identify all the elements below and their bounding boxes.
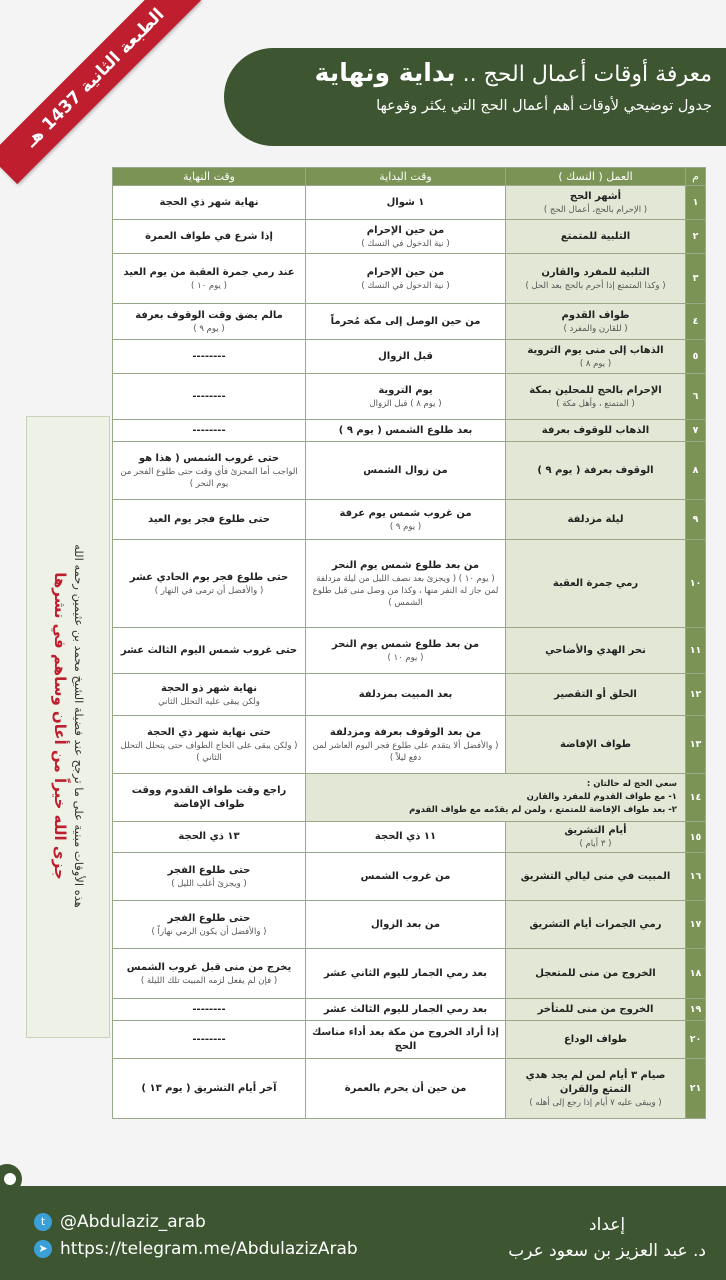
table-row bbox=[113, 220, 706, 254]
table-row bbox=[113, 1059, 706, 1119]
action-cell-sub: ( الإحرام بالحج، أعمال الحج ) bbox=[543, 204, 648, 215]
end-time-cell-sub: ( فإن لم يفعل لزمه المبيت تلك الليلة ) bbox=[140, 975, 278, 986]
action-cell bbox=[506, 628, 686, 674]
row-number: ٢٠ bbox=[686, 1021, 706, 1059]
end-time-cell-main: راجع وقت طواف القدوم ووقت طواف الإفاضة bbox=[131, 784, 287, 810]
start-time-cell bbox=[306, 442, 506, 500]
row-number: ١٨ bbox=[686, 949, 706, 999]
column-header-number: م bbox=[686, 168, 706, 186]
end-time-cell-sub: ولكن يبقى عليه التحلل الثاني bbox=[158, 696, 260, 707]
start-time-cell bbox=[306, 186, 506, 220]
start-time-cell-main: من حين الإحرام bbox=[366, 266, 445, 278]
action-cell bbox=[506, 1059, 686, 1119]
action-cell-main: طواف القدوم bbox=[561, 309, 630, 321]
end-time-cell-main: -------- bbox=[192, 1033, 226, 1045]
action-cell-main: المبيت في منى ليالي التشريق bbox=[520, 870, 671, 882]
page-title: معرفة أوقات أعمال الحج .. بداية ونهاية bbox=[314, 58, 712, 87]
action-cell bbox=[506, 220, 686, 254]
table-row bbox=[113, 716, 706, 774]
start-time-cell bbox=[306, 374, 506, 420]
action-cell-main: رمي الجمرات أيام التشريق bbox=[529, 918, 662, 930]
start-time-cell-sub: ( يوم ١٠ ) ( ويجزئ بعد نصف الليل من ليلة مزدلفة لمن جاز له النفر منها ، وكذا من وصل منى قبل طلوع الشمس ) bbox=[312, 573, 499, 608]
action-cell-sub: ( ٣ أيام ) bbox=[579, 839, 612, 849]
end-time-cell bbox=[113, 822, 306, 853]
side-thanks-text: جزى الله خيراً من أعان وساهم في نشرها bbox=[51, 572, 69, 880]
row-number: ١٧ bbox=[686, 901, 706, 949]
author-name: د. عبد العزيز بن سعود عرب bbox=[508, 1241, 706, 1261]
twitter-handle: @Abdulaziz_arab bbox=[60, 1212, 206, 1232]
table-row bbox=[113, 442, 706, 500]
end-time-cell-main: نهاية شهر ذي الحجة bbox=[159, 196, 259, 208]
start-time-cell bbox=[306, 220, 506, 254]
start-time-cell-main: بعد رمي الجمار لليوم الثاني عشر bbox=[324, 967, 487, 979]
author-block bbox=[508, 1212, 706, 1264]
start-time-cell-main: من حين الوصل إلى مكة مُحرماً bbox=[330, 315, 481, 327]
start-time-cell bbox=[306, 716, 506, 774]
start-time-cell-main: من بعد طلوع شمس يوم النحر bbox=[331, 559, 480, 571]
end-time-cell-main: يخرج من منى قبل غروب الشمس bbox=[126, 961, 292, 973]
row-number: ١ bbox=[686, 186, 706, 220]
end-time-cell-main: آخر أيام التشريق ( يوم ١٣ ) bbox=[141, 1082, 277, 1094]
table-row bbox=[113, 901, 706, 949]
table-row bbox=[113, 374, 706, 420]
end-time-cell bbox=[113, 254, 306, 304]
side-note bbox=[47, 416, 87, 1036]
end-time-cell-main: مالم يضق وقت الوقوف بعرفة bbox=[135, 309, 283, 321]
end-time-cell bbox=[113, 304, 306, 340]
action-cell-main: رمي جمرة العقبة bbox=[552, 577, 639, 589]
row-number: ٧ bbox=[686, 420, 706, 442]
action-cell bbox=[506, 442, 686, 500]
telegram-contact[interactable] bbox=[34, 1238, 358, 1260]
table-row bbox=[113, 999, 706, 1021]
action-cell-sub: ( للقارن والمفرد ) bbox=[563, 323, 628, 334]
row-number: ٤ bbox=[686, 304, 706, 340]
action-cell-main: التلبية للمتمتع bbox=[560, 230, 631, 242]
action-cell-main: أشهر الحج bbox=[569, 190, 622, 202]
row-number: ٢ bbox=[686, 220, 706, 254]
prepared-label: إعداد bbox=[589, 1215, 626, 1235]
end-time-cell bbox=[113, 949, 306, 999]
row-number: ١٠ bbox=[686, 540, 706, 628]
start-time-cell bbox=[306, 304, 506, 340]
table-row bbox=[113, 674, 706, 716]
start-time-cell-main: بعد طلوع الشمس ( يوم ٩ ) bbox=[338, 424, 473, 436]
start-time-cell-main: من غروب شمس يوم عرفة bbox=[339, 507, 472, 519]
action-cell-main: التلبية للمفرد والقارن bbox=[541, 266, 650, 278]
row-number: ١٥ bbox=[686, 822, 706, 853]
end-time-cell-main: -------- bbox=[192, 1003, 226, 1015]
start-time-cell-main: من حين الإحرام bbox=[366, 224, 445, 236]
start-time-cell bbox=[306, 1021, 506, 1059]
table-row bbox=[113, 1021, 706, 1059]
twitter-contact[interactable] bbox=[34, 1211, 206, 1233]
action-cell bbox=[506, 340, 686, 374]
end-time-cell bbox=[113, 1059, 306, 1119]
start-time-cell bbox=[306, 853, 506, 901]
page-subtitle: جدول توضيحي لأوقات أهم أعمال الحج التي يكثر وقوعها bbox=[376, 98, 712, 114]
start-time-cell bbox=[306, 999, 506, 1021]
end-time-cell-sub: ( يوم ١٠ ) bbox=[191, 280, 227, 291]
row-number: ٦ bbox=[686, 374, 706, 420]
row-number: ٥ bbox=[686, 340, 706, 374]
action-cell bbox=[506, 674, 686, 716]
start-time-cell-main: من غروب الشمس bbox=[360, 870, 451, 882]
start-time-cell-sub: ( نية الدخول في النسك ) bbox=[361, 280, 450, 291]
end-time-cell bbox=[113, 540, 306, 628]
action-cell bbox=[506, 853, 686, 901]
action-cell-main: طواف الوداع bbox=[563, 1033, 628, 1045]
start-time-cell bbox=[306, 340, 506, 374]
row-number: ١٤ bbox=[686, 774, 706, 822]
table-row bbox=[113, 628, 706, 674]
row-number: ١٦ bbox=[686, 853, 706, 901]
title-highlight: بداية ونهاية bbox=[314, 58, 456, 87]
end-time-cell bbox=[113, 500, 306, 540]
end-time-cell-sub: ( يوم ٩ ) bbox=[193, 323, 225, 334]
end-time-cell-main: -------- bbox=[192, 350, 226, 362]
action-cell bbox=[506, 999, 686, 1021]
sai-merged-line1: ١- مع طواف القدوم للمفرد والقارن bbox=[526, 792, 677, 802]
end-time-cell bbox=[113, 186, 306, 220]
start-time-cell-main: ١١ ذي الحجة bbox=[374, 831, 437, 842]
sai-merged-cell bbox=[306, 774, 686, 822]
table-row bbox=[113, 304, 706, 340]
end-time-cell-main: حتى طلوع فجر يوم الحادي عشر bbox=[129, 571, 289, 583]
table-row bbox=[113, 186, 706, 220]
end-time-cell bbox=[113, 442, 306, 500]
start-time-cell-sub: ( نية الدخول في النسك ) bbox=[361, 238, 450, 249]
action-cell-sub: ( وكذا المتمتع إذا أحرم بالحج بعد الحل ) bbox=[525, 280, 666, 291]
side-note-text: هذه الأوقات مبنية على ما ترجح عند فضيلة الشيخ محمد بن عثيمين رحمه الله bbox=[72, 544, 86, 908]
end-time-cell-main: حتى طلوع فجر يوم العيد bbox=[148, 513, 270, 525]
action-cell-main: الوقوف بعرفة ( يوم ٩ ) bbox=[537, 464, 654, 476]
start-time-cell bbox=[306, 420, 506, 442]
column-header-action: العمل ( النسك ) bbox=[506, 168, 686, 186]
page-header bbox=[224, 48, 726, 146]
action-cell-main: الخروج من منى للمتأخر bbox=[537, 1003, 654, 1015]
end-time-cell-main: نهاية شهر ذو الحجة bbox=[160, 682, 258, 694]
action-cell bbox=[506, 254, 686, 304]
start-time-cell bbox=[306, 674, 506, 716]
action-cell-main: الحلق أو التقصير bbox=[554, 688, 637, 700]
table-header-row bbox=[113, 168, 706, 186]
end-time-cell-sub: ( والأفضل أن يكون الرمي نهاراً ) bbox=[151, 926, 267, 937]
end-time-cell bbox=[113, 420, 306, 442]
start-time-cell-main: يوم التروية bbox=[378, 384, 433, 396]
edition-ribbon: الطبعة الثانية 1437 هـ bbox=[0, 0, 201, 184]
end-time-cell-main: إذا شرع في طواف العمرة bbox=[145, 230, 273, 242]
end-time-cell-main: حتى طلوع الفجر bbox=[167, 864, 251, 876]
table-row bbox=[113, 540, 706, 628]
start-time-cell bbox=[306, 949, 506, 999]
start-time-cell-main: من بعد الزوال bbox=[370, 918, 441, 930]
column-header-start: وقت البداية bbox=[306, 168, 506, 186]
row-number: ٨ bbox=[686, 442, 706, 500]
end-time-cell-sub: ( ولكن يبقى على الحاج الطواف حتى يتحلل التحلل الثاني ) bbox=[120, 740, 298, 763]
row-number: ٣ bbox=[686, 254, 706, 304]
end-time-cell bbox=[113, 774, 306, 822]
action-cell bbox=[506, 1021, 686, 1059]
action-cell-main: الذهاب إلى منى يوم التروية bbox=[527, 344, 664, 356]
start-time-cell-main: من بعد طلوع شمس يوم النحر bbox=[331, 638, 480, 650]
end-time-cell-main: حتى غروب شمس اليوم الثالث عشر bbox=[120, 644, 298, 656]
action-cell bbox=[506, 901, 686, 949]
telegram-icon: ➤ bbox=[34, 1240, 52, 1258]
start-time-cell-sub: ( والأفضل ألا يتقدم على طلوع فجر اليوم العاشر لمن دفع ليلاً ) bbox=[312, 740, 499, 763]
action-cell bbox=[506, 822, 686, 853]
sai-merged-title: سعي الحج له حالتان : bbox=[586, 779, 677, 789]
start-time-cell-main: من زوال الشمس bbox=[363, 464, 448, 476]
action-cell-sub: ( ويبقى عليه ٧ أيام إذا رجع إلى أهله ) bbox=[529, 1097, 662, 1108]
action-cell bbox=[506, 420, 686, 442]
start-time-cell-sub: ( يوم ٩ ) bbox=[389, 521, 422, 532]
action-cell bbox=[506, 186, 686, 220]
start-time-cell bbox=[306, 901, 506, 949]
table-row bbox=[113, 254, 706, 304]
row-number: ٩ bbox=[686, 500, 706, 540]
action-cell-main: صيام ٣ أيام لمن لم يجد هدي التمتع والقران bbox=[525, 1069, 666, 1095]
action-cell-sub: ( يوم ٨ ) bbox=[579, 358, 612, 369]
start-time-cell bbox=[306, 1059, 506, 1119]
start-time-cell bbox=[306, 254, 506, 304]
end-time-cell bbox=[113, 853, 306, 901]
end-time-cell-sub: ( والأفضل أن ترمى في النهار ) bbox=[154, 585, 264, 596]
table-row bbox=[113, 500, 706, 540]
hajj-times-table bbox=[112, 167, 706, 1119]
end-time-cell bbox=[113, 374, 306, 420]
end-time-cell bbox=[113, 340, 306, 374]
table-row bbox=[113, 853, 706, 901]
end-time-cell-main: حتى نهاية شهر ذي الحجة bbox=[147, 726, 271, 738]
end-time-cell bbox=[113, 901, 306, 949]
action-cell-sub: ( المتمتع ، وأهل مكة ) bbox=[556, 398, 635, 409]
table-row bbox=[113, 420, 706, 442]
start-time-cell-main: من بعد الوقوف بعرفة ومزدلفة bbox=[329, 726, 482, 738]
end-time-cell bbox=[113, 628, 306, 674]
start-time-cell-main: قبل الزوال bbox=[378, 350, 433, 362]
action-cell-main: الذهاب للوقوف بعرفة bbox=[541, 424, 650, 436]
end-time-cell bbox=[113, 220, 306, 254]
column-header-end: وقت النهاية bbox=[113, 168, 306, 186]
end-time-cell-main: -------- bbox=[192, 424, 226, 436]
row-number: ١٣ bbox=[686, 716, 706, 774]
end-time-cell-main: ١٣ ذي الحجة bbox=[178, 831, 240, 842]
start-time-cell-sub: ( يوم ٨ ) قبل الزوال bbox=[369, 398, 442, 409]
action-cell-main: الخروج من منى للمتعجل bbox=[535, 967, 656, 979]
start-time-cell bbox=[306, 540, 506, 628]
start-time-cell bbox=[306, 628, 506, 674]
end-time-cell bbox=[113, 674, 306, 716]
start-time-cell-main: بعد رمي الجمار لليوم الثالث عشر bbox=[323, 1003, 488, 1015]
table-row bbox=[113, 340, 706, 374]
action-cell bbox=[506, 500, 686, 540]
end-time-cell-sub: الواجب أما المجزئ فأي وقت حتى طلوع الفجر من يوم النحر ) bbox=[120, 466, 298, 489]
table-row bbox=[113, 774, 706, 822]
action-cell bbox=[506, 540, 686, 628]
start-time-cell bbox=[306, 500, 506, 540]
end-time-cell bbox=[113, 1021, 306, 1059]
start-time-cell-main: بعد المبيت بمزدلفة bbox=[358, 688, 453, 700]
start-time-cell bbox=[306, 822, 506, 853]
sai-merged-line2: ٢- بعد طواف الإفاضة للمتمتع ، ولمن لم يقدّمه مع طواف القدوم bbox=[409, 805, 677, 815]
action-cell-main: نحر الهدي والأضاحي bbox=[545, 644, 646, 656]
twitter-icon: t bbox=[34, 1213, 52, 1231]
action-cell bbox=[506, 949, 686, 999]
end-time-cell-main: حتى طلوع الفجر bbox=[167, 912, 251, 924]
end-time-cell bbox=[113, 716, 306, 774]
end-time-cell-main: عند رمي جمرة العقبة من يوم العيد bbox=[123, 266, 295, 278]
table-row bbox=[113, 822, 706, 853]
start-time-cell-main: إذا أراد الخروج من مكة بعد أداء مناسك الحج bbox=[312, 1026, 499, 1052]
action-cell bbox=[506, 304, 686, 340]
start-time-cell-main: ١ شوال bbox=[386, 196, 425, 208]
end-time-cell-main: حتى غروب الشمس ( هذا هو bbox=[138, 452, 280, 464]
action-cell-main: ليلة مزدلفة bbox=[567, 513, 624, 525]
end-time-cell bbox=[113, 999, 306, 1021]
row-number: ١٩ bbox=[686, 999, 706, 1021]
start-time-cell-sub: ( يوم ١٠ ) bbox=[387, 652, 424, 663]
end-time-cell-main: -------- bbox=[192, 390, 226, 402]
start-time-cell-main: من حين أن يحرم بالعمرة bbox=[344, 1082, 467, 1094]
action-cell-main: الإحرام بالحج للمحلين بمكة bbox=[529, 384, 662, 396]
action-cell bbox=[506, 374, 686, 420]
end-time-cell-sub: ( ويجزئ أغلب الليل ) bbox=[171, 878, 247, 889]
action-cell-main: أيام التشريق bbox=[564, 825, 627, 836]
row-number: ١١ bbox=[686, 628, 706, 674]
row-number: ٢١ bbox=[686, 1059, 706, 1119]
row-number: ١٢ bbox=[686, 674, 706, 716]
action-cell-main: طواف الإفاضة bbox=[559, 738, 632, 750]
table-row bbox=[113, 949, 706, 999]
telegram-link: https://telegram.me/AbdulazizArab bbox=[60, 1239, 358, 1259]
action-cell bbox=[506, 716, 686, 774]
